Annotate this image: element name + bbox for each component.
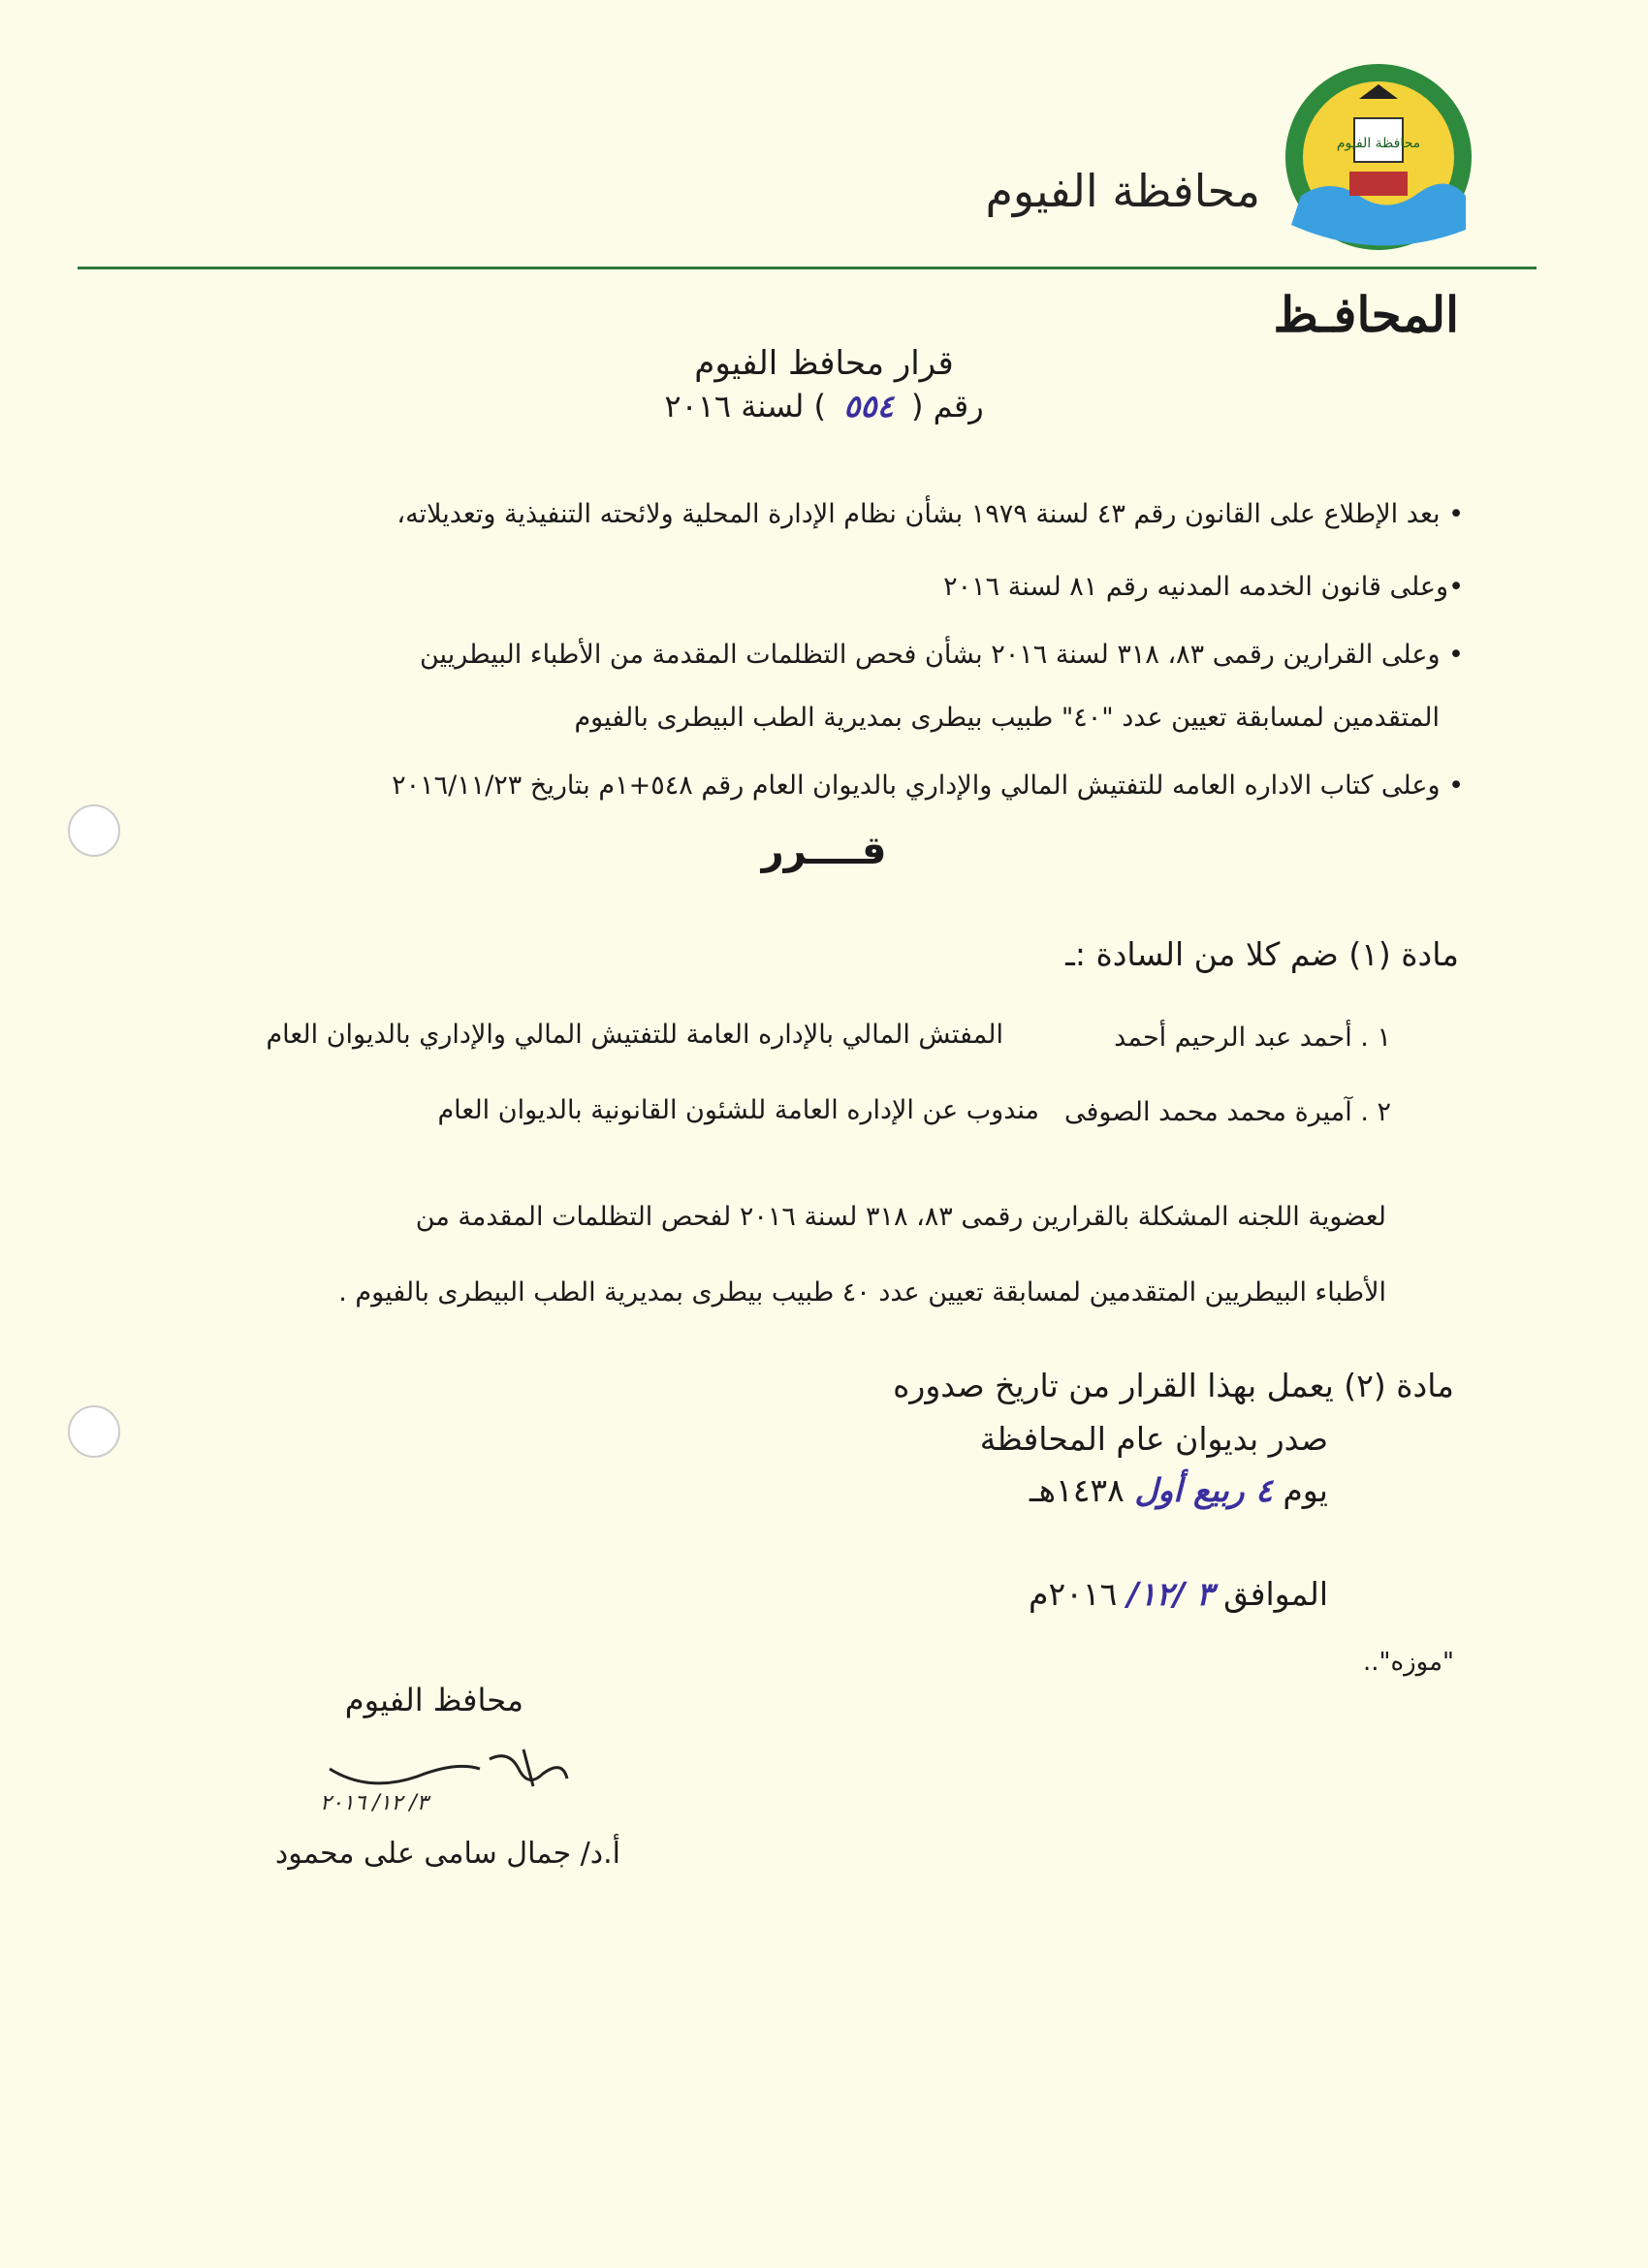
- preamble-item: • بعد الإطلاع على القانون رقم ٤٣ لسنة ١٩٧٩ بشأن نظام الإدارة المحلية ولائحته التنفيذية وتعديلاته،: [396, 499, 1464, 529]
- preamble-item: • وعلى كتاب الاداره العامه للتفتيش المالي والإداري بالديوان العام رقم ٥٤٨+١م بتاريخ ٢٠١٦/١١/٢٣: [392, 771, 1464, 801]
- clerk-mark: "موزه"..: [1363, 1648, 1454, 1677]
- decision-number-line: [0, 388, 1648, 425]
- decision-number-suffix: ) لسنة ٢٠١٦: [664, 388, 827, 425]
- member-name: ١ . أحمد عبد الرحيم أحمد: [1114, 1023, 1391, 1053]
- signatory-name: أ.د/ جمال سامى على محمود: [274, 1837, 620, 1871]
- header-divider: [78, 267, 1537, 269]
- decided-heading: قــــرر: [761, 829, 887, 873]
- signatory-title: محافظ الفيوم: [344, 1682, 523, 1718]
- preamble-item: • وعلى القرارين رقمى ٨٣، ٣١٨ لسنة ٢٠١٦ بشأن فحص التظلمات المقدمة من الأطباء البيطريين: [420, 640, 1464, 670]
- punch-hole: [68, 1405, 120, 1458]
- governorate-emblem: [1282, 60, 1475, 254]
- day-handwritten: ٤ ربيع أول: [1134, 1471, 1273, 1509]
- article-1-closing-line: الأطباء البيطريين المتقدمين لمسابقة تعيين عدد ٤٠ طبيب بيطرى بمديرية الطب البيطرى بالفيوم .: [338, 1277, 1386, 1307]
- emblem-text: محافظة الفيوم: [1336, 136, 1421, 151]
- member-role: مندوب عن الإداره العامة للشئون القانونية بالديوان العام: [437, 1095, 1039, 1125]
- day-label: يوم: [1283, 1471, 1328, 1509]
- issue-day-line: [1030, 1471, 1328, 1509]
- decision-number-prefix: رقم (: [910, 388, 984, 425]
- issued-at: صدر بديوان عام المحافظة: [979, 1420, 1328, 1458]
- corresponding-label: الموافق: [1223, 1575, 1328, 1613]
- preamble-item: المتقدمين لمسابقة تعيين عدد "٤٠" طبيب بيطرى بمديرية الطب البيطرى بالفيوم: [574, 703, 1440, 733]
- article-1-heading: مادة (١) ضم كلا من السادة :ـ: [1065, 935, 1459, 973]
- decision-title: قرار محافظ الفيوم: [694, 344, 954, 383]
- governor-title: المحافـظ: [1273, 286, 1459, 343]
- date-handwritten: ٣ /١٢/: [1126, 1575, 1214, 1613]
- hijri-year: ١٤٣٨هـ: [1029, 1471, 1125, 1509]
- gregorian-year: ٢٠١٦م: [1029, 1575, 1118, 1613]
- signature-date: ٣/ ١٢/ ٢٠١٦: [320, 1791, 428, 1815]
- article-2-text: مادة (٢) يعمل بهذا القرار من تاريخ صدوره: [893, 1367, 1454, 1404]
- article-1-closing-line: لعضوية اللجنه المشكلة بالقرارين رقمى ٨٣، ٣١٨ لسنة ٢٠١٦ لفحص التظلمات المقدمة من: [415, 1202, 1386, 1232]
- preamble-item: •وعلى قانون الخدمه المدنيه رقم ٨١ لسنة ٢٠١٦: [943, 572, 1464, 602]
- member-name: ٢ . آميرة محمد محمد الصوفى: [1063, 1097, 1391, 1127]
- punch-hole: [68, 804, 120, 857]
- member-role: المفتش المالي بالإداره العامة للتفتيش المالي والإداري بالديوان العام: [266, 1020, 1003, 1050]
- decision-number-handwritten: ٥٥٤: [843, 388, 894, 425]
- governorate-name: محافظة الفيوم: [985, 165, 1260, 217]
- gregorian-date-line: [1029, 1575, 1328, 1613]
